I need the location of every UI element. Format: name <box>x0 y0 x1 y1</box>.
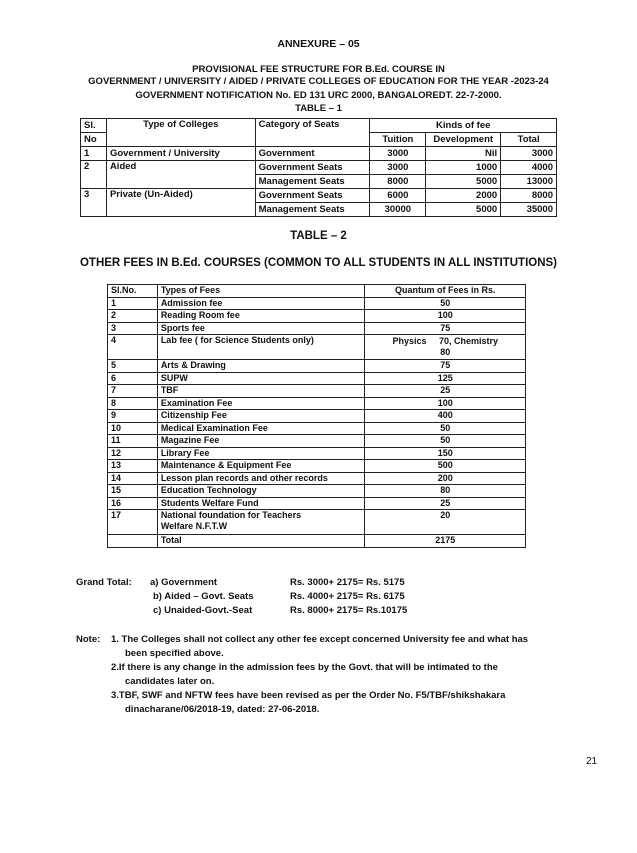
t1-category: Government Seats <box>255 189 370 203</box>
t2-sl: 7 <box>108 385 158 398</box>
table-row <box>108 460 526 473</box>
t2-type: Admission fee <box>157 297 365 310</box>
table-row <box>108 372 526 385</box>
grand-total-item-name: a) Government <box>150 577 218 588</box>
table-row <box>108 322 526 335</box>
other-fees-title: OTHER FEES IN B.Ed. COURSES (COMMON TO ALL STUDENTS IN ALL INSTITUTIONS) <box>79 257 558 269</box>
t2-amount: 100 <box>365 397 526 410</box>
t2-amount: 50 <box>365 297 526 310</box>
t1-type: Private (Un-Aided) <box>106 189 255 217</box>
t1-tuition: 8000 <box>370 175 426 189</box>
t1-header-type: Type of Colleges <box>106 119 255 147</box>
note-3-line-1: 3.TBF, SWF and NFTW fees have been revised as per the Order No. F5/TBF/shikshakara <box>111 690 506 701</box>
t1-development: Nil <box>426 147 501 161</box>
t2-sl: 13 <box>108 460 158 473</box>
t2-amount: 75 <box>365 360 526 373</box>
note-1-line-1: 1. The Colleges shall not collect any other fee except concerned University fee and what has <box>111 634 529 645</box>
table-row <box>108 497 526 510</box>
t1-category: Management Seats <box>255 203 370 217</box>
t2-amount: 25 <box>365 385 526 398</box>
t1-category: Management Seats <box>255 175 370 189</box>
note-1-line-2: been specified above. <box>125 648 224 659</box>
t1-development: 2000 <box>426 189 501 203</box>
t2-amount: 200 <box>365 472 526 485</box>
grand-total-item-calc: Rs. 3000+ 2175= Rs. 5175 <box>290 577 405 588</box>
t2-sl: 1 <box>108 297 158 310</box>
table-row <box>108 472 526 485</box>
table-row <box>108 297 526 310</box>
t2-type: Examination Fee <box>157 397 365 410</box>
t1-development: 5000 <box>426 203 501 217</box>
t1-header-total: Total <box>501 133 557 147</box>
grand-total-item-name: b) Aided – Govt. Seats <box>153 591 254 602</box>
t1-sl: 3 <box>81 189 107 217</box>
table-row <box>108 335 526 360</box>
t2-sl: 10 <box>108 422 158 435</box>
t2-type-nftw-b: Welfare N.F.T.W <box>160 521 228 531</box>
t2-sl: 9 <box>108 410 158 423</box>
t1-header-development: Development <box>426 133 501 147</box>
t2-type: Sports fee <box>157 322 365 335</box>
t2-sl: 6 <box>108 372 158 385</box>
note-label: Note: <box>76 634 101 645</box>
grand-total-item-calc: Rs. 8000+ 2175= Rs.10175 <box>290 605 408 616</box>
table-row <box>108 360 526 373</box>
t1-total: 35000 <box>501 203 557 217</box>
table-row <box>108 410 526 423</box>
t1-type: Aided <box>106 161 255 189</box>
t2-type: Maintenance & Equipment Fee <box>157 460 365 473</box>
t2-sl: 4 <box>108 335 158 360</box>
grand-total-label: Grand Total: <box>76 577 132 588</box>
t2-amount: 150 <box>365 447 526 460</box>
t1-tuition: 3000 <box>370 161 426 175</box>
t2-type: Education Technology <box>157 485 365 498</box>
t1-header-kinds: Kinds of fee <box>370 119 557 133</box>
t2-type: Magazine Fee <box>157 435 365 448</box>
t1-category: Government <box>255 147 370 161</box>
t1-total: 4000 <box>501 161 557 175</box>
t1-total: 13000 <box>501 175 557 189</box>
t2-amount-lab-chem: 80 <box>440 347 451 357</box>
t2-amount-lab: Physics 70, Chemistry <box>392 336 499 346</box>
t2-sl: 2 <box>108 310 158 323</box>
t2-type: Students Welfare Fund <box>157 497 365 510</box>
t2-amount: 400 <box>365 410 526 423</box>
t1-sl: 1 <box>81 147 107 161</box>
t1-sl: 2 <box>81 161 107 189</box>
table-row-total <box>108 535 526 548</box>
t2-total-value: 2175 <box>365 535 526 548</box>
t2-total-label: Total <box>157 535 365 548</box>
t2-header-sl: Sl.No. <box>108 285 158 298</box>
table-row <box>108 435 526 448</box>
grand-total-item-calc: Rs. 4000+ 2175= Rs. 6175 <box>290 591 405 602</box>
t1-total: 3000 <box>501 147 557 161</box>
t1-tuition: 6000 <box>370 189 426 203</box>
t2-amount: 100 <box>365 310 526 323</box>
t1-header-sl: Sl. <box>81 119 107 133</box>
t2-type: Arts & Drawing <box>157 360 365 373</box>
annexure-title: ANNEXURE – 05 <box>277 38 360 50</box>
t2-sl: 5 <box>108 360 158 373</box>
t2-type: TBF <box>157 385 365 398</box>
t1-category: Government Seats <box>255 161 370 175</box>
t1-type: Government / University <box>106 147 255 161</box>
table1-label: TABLE – 1 <box>295 103 342 114</box>
note-2-line-1: 2.If there is any change in the admission fees by the Govt. that will be intimated to the <box>111 662 498 673</box>
t2-sl: 14 <box>108 472 158 485</box>
t2-header-quantum: Quantum of Fees in Rs. <box>365 285 526 298</box>
t2-amount: 75 <box>365 322 526 335</box>
table-row <box>81 147 557 161</box>
grand-total-item-name: c) Unaided-Govt.-Seat <box>153 605 253 616</box>
other-fees-table <box>107 284 526 548</box>
table-row <box>108 397 526 410</box>
table-row <box>108 385 526 398</box>
t1-development: 1000 <box>426 161 501 175</box>
t2-amount: 50 <box>365 435 526 448</box>
table2-label: TABLE – 2 <box>290 230 347 242</box>
t2-sl: 11 <box>108 435 158 448</box>
t2-type: SUPW <box>157 372 365 385</box>
t1-tuition: 3000 <box>370 147 426 161</box>
table-row <box>81 189 557 203</box>
page-number: 21 <box>586 756 598 767</box>
heading-line-3: GOVERNMENT NOTIFICATION No. ED 131 URC 2000, BANGALOREDT. 22-7-2000. <box>135 90 502 101</box>
t2-amount: 80 <box>365 485 526 498</box>
t2-type: Reading Room fee <box>157 310 365 323</box>
fee-structure-table <box>80 118 557 217</box>
t2-type: Medical Examination Fee <box>157 422 365 435</box>
t2-type: Lab fee ( for Science Students only) <box>157 335 365 360</box>
t2-type: Library Fee <box>157 447 365 460</box>
heading-line-1: PROVISIONAL FEE STRUCTURE FOR B.Ed. COURSE IN <box>192 64 445 75</box>
table-row <box>81 161 557 175</box>
t2-type: Lesson plan records and other records <box>157 472 365 485</box>
t2-sl: 3 <box>108 322 158 335</box>
t2-amount: 125 <box>365 372 526 385</box>
note-2-line-2: candidates later on. <box>125 676 215 687</box>
t1-header-category: Category of Seats <box>255 119 370 147</box>
table-row <box>108 422 526 435</box>
t1-tuition: 30000 <box>370 203 426 217</box>
t2-sl: 15 <box>108 485 158 498</box>
heading-line-2: GOVERNMENT / UNIVERSITY / AIDED / PRIVATE COLLEGES OF EDUCATION FOR THE YEAR -2023-24 <box>88 76 549 87</box>
t2-header-type: Types of Fees <box>157 285 365 298</box>
t2-sl: 12 <box>108 447 158 460</box>
t2-type-nftw-a: National foundation for Teachers <box>160 510 302 520</box>
t1-development: 5000 <box>426 175 501 189</box>
t2-type: Citizenship Fee <box>157 410 365 423</box>
t2-amount: 50 <box>365 422 526 435</box>
t2-sl: 8 <box>108 397 158 410</box>
t2-amount: 20 <box>365 510 526 535</box>
t2-amount: 500 <box>365 460 526 473</box>
table-row <box>108 510 526 535</box>
t1-header-no: No <box>81 133 107 147</box>
t1-total: 8000 <box>501 189 557 203</box>
t2-sl: 16 <box>108 497 158 510</box>
table-row <box>108 485 526 498</box>
note-3-line-2: dinacharane/06/2018-19, dated: 27-06-2018. <box>125 704 320 715</box>
table-row <box>108 447 526 460</box>
table-row <box>108 310 526 323</box>
t2-amount: 25 <box>365 497 526 510</box>
t1-header-tuition: Tuition <box>370 133 426 147</box>
t2-sl: 17 <box>108 510 158 535</box>
